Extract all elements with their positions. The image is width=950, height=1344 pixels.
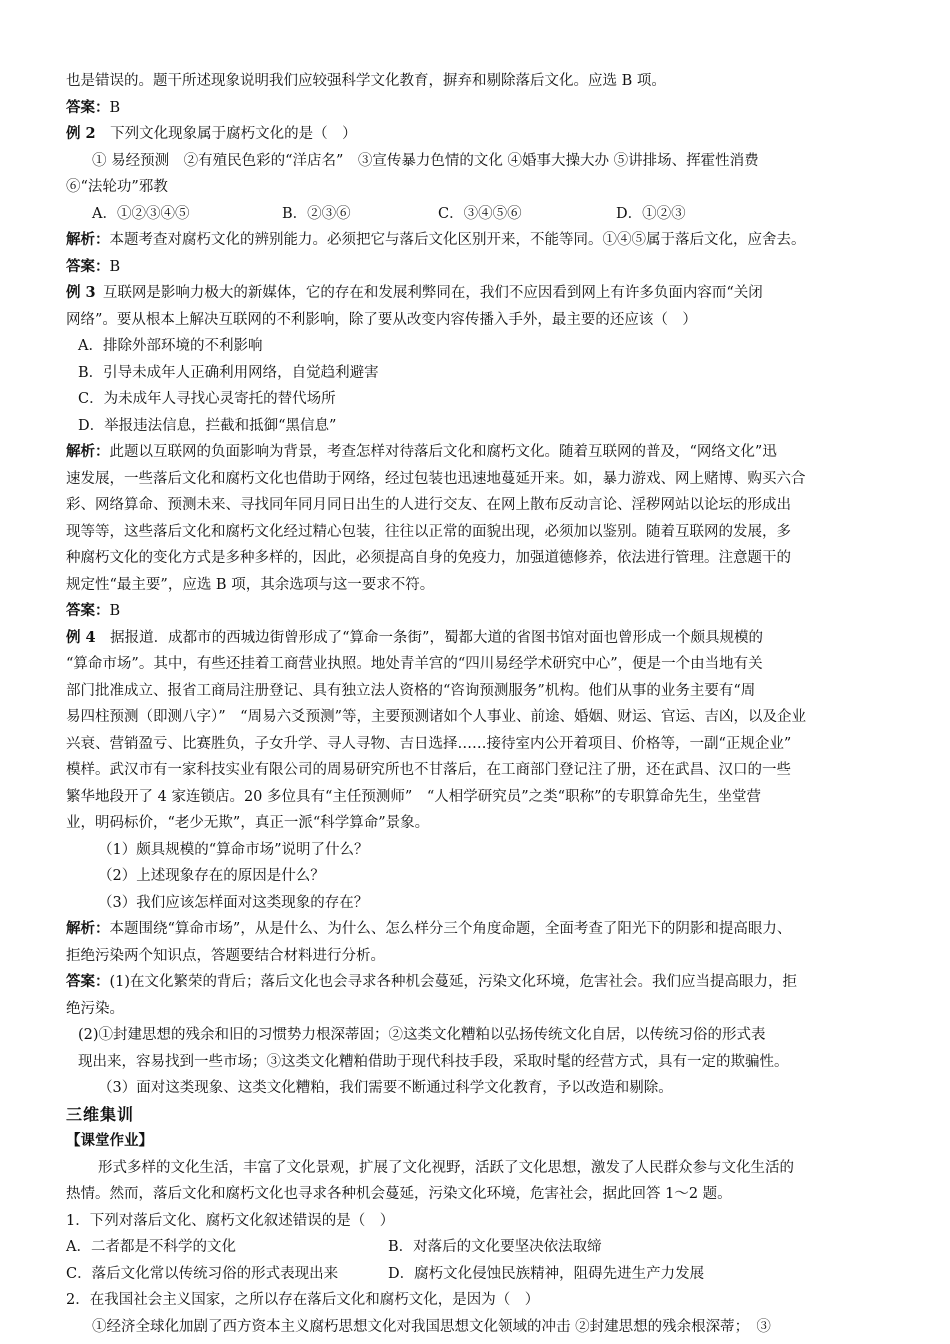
training-intro-line: 热情。然而，落后文化和腐朽文化也寻求各种机会蔓延，污染文化环境，危害社会，据此回答 1～2 题。 bbox=[66, 1186, 732, 1202]
material-text: 据报道．成都市的西城边街曾形成了“算命一条街”，蜀都大道的省图书馆对面也曾形成一个颇具规模的 bbox=[110, 629, 763, 646]
example-4-material-line: 兴衰、营销盈亏、比赛胜负，子女升学、寻人寻物、吉日选择……接待室内公开着项目、价格等，一副“正规企业” bbox=[66, 735, 792, 752]
example-4-answer-2: (2)①封建思想的残余和旧的习惯势力根深蒂固；②这类文化糟粕以弘扬传统文化自居，以传统习俗的形式表 bbox=[78, 1027, 766, 1043]
option-a: A．①②③④⑤ bbox=[92, 205, 190, 222]
question-1: 1．下列对落后文化、腐朽文化叙述错误的是（ ） bbox=[66, 1212, 395, 1229]
option-b: B．对落后的文化要坚决依法取缔 bbox=[388, 1239, 602, 1255]
question-text: 下列文化现象属于腐朽文化的是（ ） bbox=[110, 126, 357, 142]
example-4-material-line: 易四柱预测（即测八字）” “周易六爻预测”等，主要预测诸如个人事业、前途、婚姻、财运、官运、吉凶，以及企业 bbox=[66, 709, 806, 725]
document-page bbox=[66, 68, 890, 1340]
answer-label: 答案： bbox=[66, 602, 110, 619]
example-4-answer bbox=[66, 969, 890, 996]
example-2-items: ① 易经预测 ②有殖民色彩的“洋店名” ③宣传暴力色情的文化 ④婚事大操大办 ⑤讲排场、挥霍性消费 bbox=[92, 152, 759, 169]
example-4-analysis bbox=[66, 916, 890, 943]
section-title: 三维集训 bbox=[66, 1104, 135, 1124]
example-2-question bbox=[66, 121, 890, 148]
example-3-answer bbox=[66, 598, 890, 625]
example-label: 例 2 bbox=[66, 125, 96, 142]
example-3-analysis-line: 规定性“最主要”，应选 B 项，其余选项与这一要求不符。 bbox=[66, 576, 435, 593]
answer-value: B bbox=[109, 99, 121, 116]
answer-label: 答案： bbox=[66, 257, 110, 275]
example-2-analysis bbox=[66, 227, 890, 254]
example-2-options bbox=[66, 201, 890, 228]
example-4-material bbox=[66, 625, 890, 652]
training-intro: 形式多样的文化生活，丰富了文化景观，扩展了文化视野，活跃了文化思想，激发了人民群众参与文化生活的 bbox=[98, 1159, 794, 1176]
question-text: 互联网是影响力极大的新媒体，它的存在和发展利弊同在，我们不应因看到网上有许多负面内容而“关闭 bbox=[102, 285, 763, 301]
option-a: A．二者都是不科学的文化 bbox=[66, 1239, 236, 1255]
example-4-analysis-line: 拒绝污染两个知识点，答题要结合材料进行分析。 bbox=[66, 947, 385, 964]
example-2-items-cont: ⑥“法轮功”邪教 bbox=[66, 179, 168, 195]
answer-label: 答案： bbox=[66, 973, 110, 990]
example-4-material-line: “算命市场”。其中，有些还挂着工商营业执照。地处青羊宫的“四川易经学术研究中心”，便是一个由当地有关 bbox=[66, 656, 763, 672]
example-label: 例 4 bbox=[66, 628, 96, 646]
example-4-question-1: （1）颇具规模的“算命市场”说明了什么？ bbox=[98, 841, 369, 858]
example-4-material-line: 模样。武汉市有一家科技实业有限公司的周易研究所也不甘落后，在工商部门登记注了册，还在武昌、汉口的一些 bbox=[66, 762, 791, 778]
option-c: C．③④⑤⑥ bbox=[438, 205, 522, 222]
example-4-material-line: 繁华地段开了 4 家连锁店。20 多位具有“主任预测师” “人相学研究员”之类“职称”的专职算命先生，坐堂营 bbox=[66, 788, 761, 805]
example-3-analysis-line: 彩、网络算命、预测未来、寻找同年同月同日出生的人进行交友、在网上散布反动言论、淫秽网站以论坛的形成出 bbox=[66, 497, 791, 513]
option-d: D．①②③ bbox=[616, 205, 686, 222]
example-4-question-3: （3）我们应该怎样面对这类现象的存在？ bbox=[98, 894, 369, 911]
example-4-material-line: 部门批准成立、报省工商局注册登记、具有独立法人资格的“咨询预测服务”机构。他们从事的业务主要有“周 bbox=[66, 682, 756, 699]
analysis-text: 本题考查对腐朽文化的辨别能力。必须把它与落后文化区别开来，不能等同。①④⑤属于落后文化，应舍去。 bbox=[109, 232, 806, 248]
example-3-option-c: C．为未成年人寻找心灵寄托的替代场所 bbox=[78, 391, 336, 407]
analysis-text: 本题围绕“算命市场”，从是什么、为什么、怎么样分三个角度命题，全面考查了阳光下的阴影和提高眼力、 bbox=[109, 921, 792, 937]
sub-title: 【课堂作业】 bbox=[66, 1132, 153, 1149]
example-3-analysis-line: 种腐朽文化的变化方式是多种多样的，因此，必须提高自身的免疫力，加强道德修养，依法进行管理。注意题干的 bbox=[66, 550, 791, 566]
analysis-label: 解析： bbox=[66, 920, 110, 937]
option-b: B．②③⑥ bbox=[282, 205, 351, 222]
example-3-analysis-line: 现等等，这些落后文化和腐朽文化经过精心包装，往往以正常的面貌出现，必须加以鉴别。随着互联网的发展，多 bbox=[66, 523, 791, 540]
example-3-analysis-line: 速发展，一些落后文化和腐朽文化也借助于网络，经过包装也迅速地蔓延开来。如，暴力游戏、网上赌博、购买六合 bbox=[66, 470, 806, 487]
example-3-option-d: D．举报违法信息，拦截和抵御“黑信息” bbox=[78, 417, 337, 434]
answer-value: B bbox=[109, 258, 121, 275]
analysis-label: 解析： bbox=[66, 443, 110, 460]
analysis-text: 此题以互联网的负面影响为背景，考查怎样对待落后文化和腐朽文化。随着互联网的普及，“网络文化”迅 bbox=[109, 444, 777, 460]
example-3-question-cont: 网络”。要从根本上解决互联网的不利影响，除了要从改变内容传播入手外，最主要的还应该（ ） bbox=[66, 311, 697, 328]
option-d: D．腐朽文化侵蚀民族精神，阻碍先进生产力发展 bbox=[388, 1265, 705, 1282]
question-2-items: ①经济全球化加剧了西方资本主义腐朽思想文化对我国思想文化领域的冲击 ②封建思想的残余根深蒂； ③ bbox=[92, 1318, 771, 1335]
intro-answer bbox=[66, 95, 890, 122]
question-2: 2．在我国社会主义国家，之所以存在落后文化和腐朽文化，是因为（ ） bbox=[66, 1292, 540, 1308]
answer-value: B bbox=[109, 603, 121, 619]
example-4-answer-3: （3）面对这类现象、这类文化糟粕，我们需要不断通过科学文化教育，予以改造和剔除。 bbox=[98, 1080, 673, 1096]
example-4-answer-2-line: 现出来，容易找到一些市场；③这类文化糟粕借助于现代科技手段，采取时髦的经营方式，具有一定的欺骗性。 bbox=[78, 1053, 789, 1070]
example-4-answer-line: 绝污染。 bbox=[66, 1000, 124, 1017]
example-2-answer bbox=[66, 254, 890, 281]
example-3-question bbox=[66, 280, 890, 307]
option-c: C．落后文化常以传统习俗的形式表现出来 bbox=[66, 1265, 339, 1282]
intro-line: 也是错误的。题干所述现象说明我们应较强科学文化教育，摒弃和剔除落后文化。应选 B 项。 bbox=[66, 73, 666, 89]
example-3-option-a: A．排除外部环境的不利影响 bbox=[78, 338, 263, 354]
example-3-option-b: B．引导未成年人正确利用网络，自觉趋利避害 bbox=[78, 364, 379, 381]
answer-text: (1)在文化繁荣的背后；落后文化也会寻求各种机会蔓延，污染文化环境，危害社会。我们应当提高眼力，拒 bbox=[109, 974, 798, 990]
answer-label: 答案： bbox=[66, 98, 110, 116]
analysis-label: 解析： bbox=[66, 231, 110, 248]
question-1-options-row-1 bbox=[66, 1234, 890, 1261]
example-4-question-2: （2）上述现象存在的原因是什么？ bbox=[98, 868, 325, 884]
example-3-analysis bbox=[66, 439, 890, 466]
question-1-options-row-2 bbox=[66, 1261, 890, 1288]
example-4-material-line: 业，明码标价，“老少无欺”，真正一派“科学算命”景象。 bbox=[66, 815, 430, 831]
example-label: 例 3 bbox=[66, 284, 96, 301]
